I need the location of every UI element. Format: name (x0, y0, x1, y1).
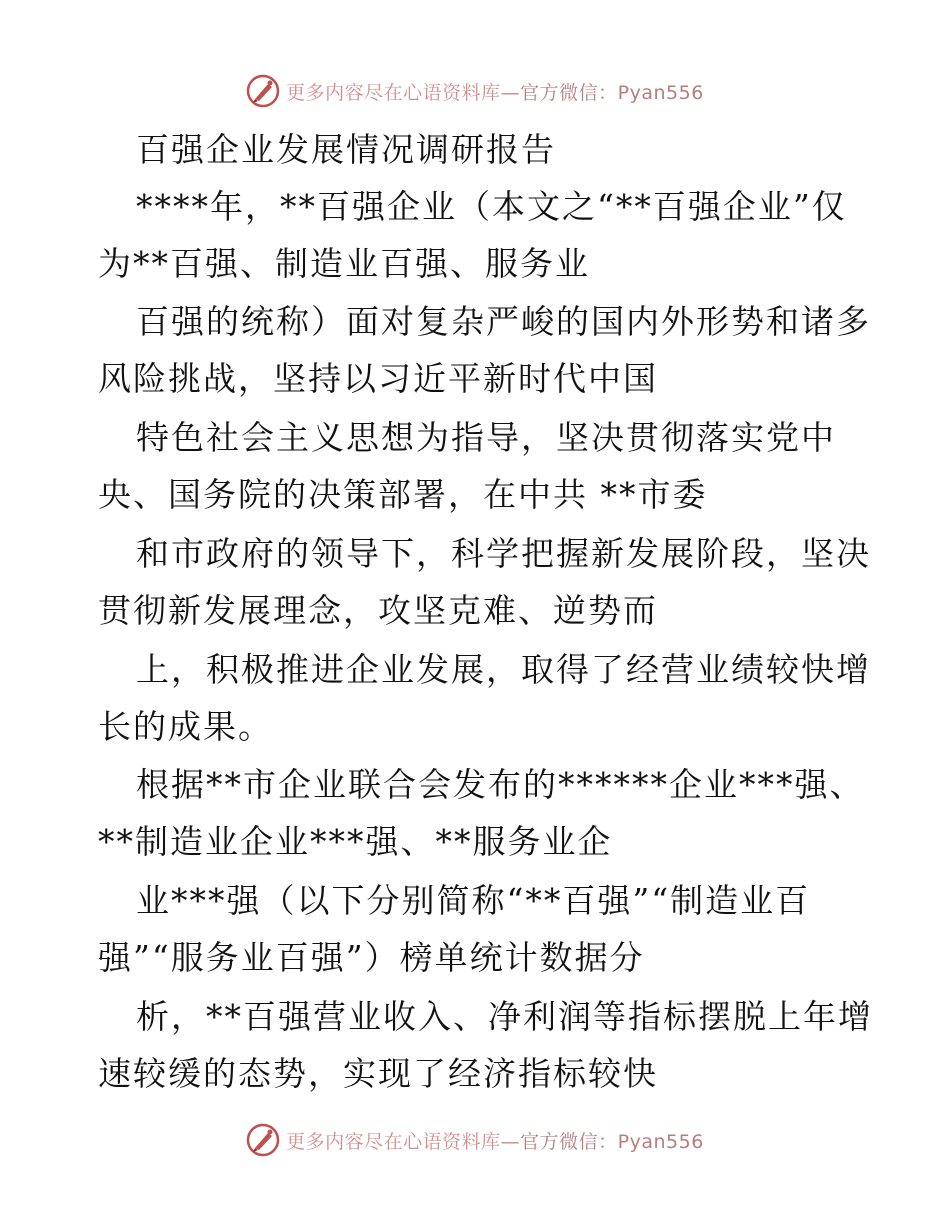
body-line: 特色社会主义思想为指导，坚决贯彻落实党中 (136, 418, 836, 457)
body-line: 速较缓的态势，实现了经济指标较快 (98, 1054, 658, 1093)
pen-logo-icon (246, 74, 280, 108)
body-line: ****年，**百强企业（本文之“**百强企业”仅 (136, 187, 847, 226)
body-line: **制造业企业***强、**服务业企 (98, 822, 613, 861)
header-banner (0, 71, 950, 111)
body-line: 央、国务院的决策部署，在中共 **市委 (98, 475, 708, 514)
header-banner-dash: — (500, 81, 521, 104)
body-line: 风险挑战，坚持以习近平新时代中国 (98, 359, 658, 398)
pen-logo-icon (246, 1123, 280, 1157)
header-banner-main: 更多内容尽在心语资料库 (286, 81, 501, 104)
footer-banner-wechat: 官方微信：Pyan556 (520, 1130, 704, 1153)
body-line: 长的成果。 (98, 707, 273, 746)
body-line: 为**百强、制造业百强、服务业 (98, 244, 590, 283)
body-line: 根据**市企业联合会发布的******企业***强、 (136, 765, 865, 804)
footer-banner-dash: — (500, 1130, 521, 1153)
body-line: 和市政府的领导下，科学把握新发展阶段，坚决 (136, 534, 871, 573)
body-line: 百强的统称）面对复杂严峻的国内外形势和诸多 (136, 302, 871, 341)
footer-banner (0, 1120, 950, 1160)
body-line: 贯彻新发展理念，攻坚克难、逆势而 (98, 591, 658, 630)
header-banner-wechat: 官方微信：Pyan556 (520, 81, 704, 104)
body-line: 上，积极推进企业发展，取得了经营业绩较快增 (136, 650, 871, 689)
body-line: 业***强（以下分别简称“**百强”“制造业百 (136, 881, 811, 920)
body-line: 析，**百强营业收入、净利润等指标摆脱上年增 (136, 997, 873, 1036)
header-banner-text (286, 78, 704, 105)
footer-banner-main: 更多内容尽在心语资料库 (286, 1130, 501, 1153)
document-title: 百强企业发展情况调研报告 (136, 130, 556, 169)
body-line: 强”“服务业百强”）榜单统计数据分 (98, 938, 645, 977)
footer-banner-text (286, 1127, 704, 1154)
